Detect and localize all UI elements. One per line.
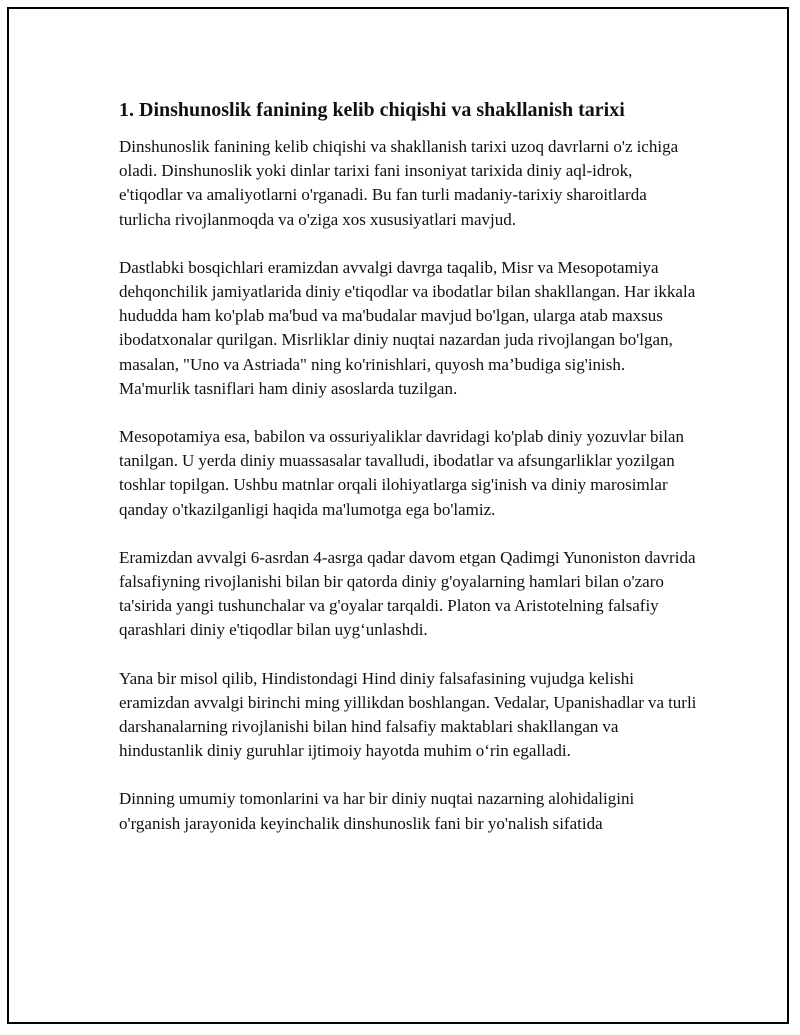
paragraph-intro: Dinshunoslik fanining kelib chiqishi va shakllanish tarixi uzoq davrlarni o'z ichiga oladi. Dinshunoslik yoki dinlar tarixi fani insoniyat tarixida diniy aql-idrok, e'tiqodlar va amaliyotlarni o'rganadi. Bu fan turli madaniy-tarixiy sharoitlarda turlicha rivojlanmoqda va o'ziga xos xususiyatlari mavjud.: [119, 137, 679, 229]
paragraph-mesopotamia: Mesopotamiya esa, babilon va ossuriyaliklar davridagi ko'plab diniy yozuvlar bilan tanilgan. U yerda diniy muassasalar tavalludi, ibodatlar va afsungarliklar yozilgan toshlar topilgan. Ushbu matnlar orqali ilohiyatlarga sig'inish va diniy marosimlar qanday o'tkazilganligi haqida ma'lumotga ega bo'lamiz.: [119, 427, 684, 519]
paragraph-greece: Eramizdan avvalgi 6-asrdan 4-asrga qadar davom etgan Qadimgi Yunoniston davrida falsafiyning rivojlanishi bilan bir qatorda diniy g'oyalarning hamlari bilan o'zaro ta'sirida yangi tushunchalar va g'oyalar tarqaldi. Platon va Aristotelning falsafiy qarashlari diniy e'tiqodlar bilan uyg‘unlashdi.: [119, 547, 696, 640]
paragraph-india: Yana bir misol qilib, Hindistondagi Hind diniy falsafasining vujudga kelishi eramizdan avvalgi birinchi ming yillikdan boshlangan. Vedalar, Upanishadlar va turli darshanalarning rivojlanishi bilan hind falsafiy maktablari shakllangan va hindustanlik diniy guruhlar ijtimoiy hayotda muhim o‘rin egalladi.: [119, 668, 697, 761]
paragraph-conclusion: Dinning umumiy tomonlarini va har bir diniy nuqtai nazarning alohidaligini o'rganish jarayonida keyinchalik dinshunoslik fani bir yo'nalish sifatida: [119, 789, 635, 833]
paragraph-egypt-mesopotamia: Dastlabki bosqichlari eramizdan avvalgi davrga taqalib, Misr va Mesopotamiya dehqonchilik jamiyatlarida diniy e'tiqodlar va ibodatlar bilan shakllangan. Har ikkala hududda ham ko'plab ma'bud va ma'budalar mavjud bo'lgan, ularga atab maxsus ibodatxonalar qurilgan. Misrliklar diniy nuqtai nazardan juda rivojlangan bo'lgan, masalan, "Uno va Astriada" ning ko'rinishlari, quyosh ma’budiga sig'inish. Ma'murlik tasniflari ham diniy asoslarda tuzilgan.: [119, 257, 696, 398]
section-heading: 1. Dinshunoslik fanining kelib chiqishi va shakllanish tarixi: [119, 99, 625, 121]
page-frame: [7, 7, 789, 1024]
document-body: [119, 97, 699, 860]
